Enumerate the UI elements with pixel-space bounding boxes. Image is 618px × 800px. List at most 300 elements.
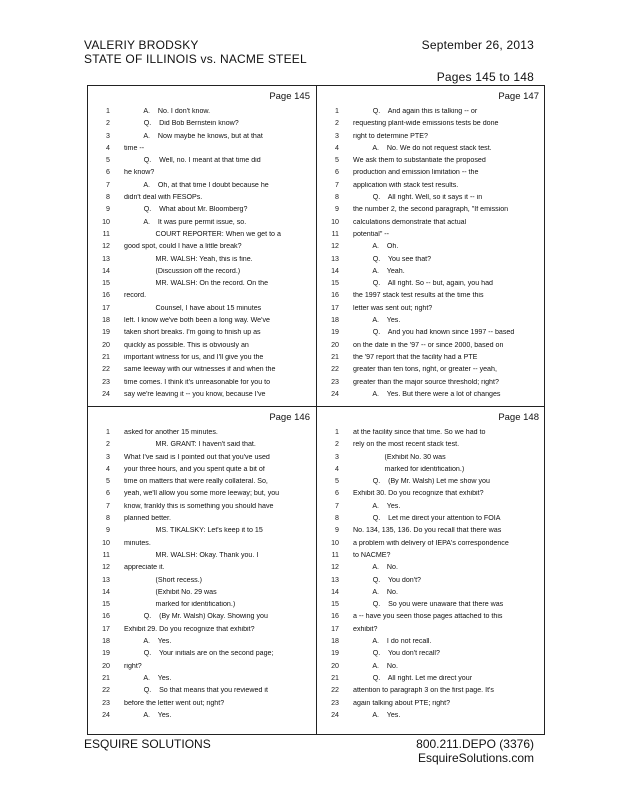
transcript-line: [88, 638, 316, 650]
transcript-line: [317, 243, 545, 255]
line-number: 19: [331, 328, 339, 337]
line-text: appreciate it.: [124, 564, 165, 572]
panel-lines: [88, 108, 316, 403]
transcript-panel-page-146: [88, 407, 316, 727]
line-text: the number 2, the second paragraph, "If emission: [353, 206, 509, 214]
transcript-line: [317, 687, 545, 699]
line-text: Q. Did Bob Bernstein know?: [124, 120, 239, 128]
line-number: 21: [102, 352, 110, 361]
transcript-line: [317, 700, 545, 712]
line-number: 22: [102, 365, 110, 374]
transcript-line: [317, 577, 545, 589]
line-text: Q. What about Mr. Bloomberg?: [124, 206, 248, 214]
line-text: requesting plant-wide emissions tests be done: [353, 120, 499, 128]
transcript-line: [88, 626, 316, 638]
transcript-line: [317, 527, 545, 539]
transcript-line: [88, 169, 316, 181]
transcript-line: [88, 120, 316, 132]
line-text: A. Yes.: [353, 502, 401, 510]
transcript-line: [88, 243, 316, 255]
line-number: 3: [106, 452, 110, 461]
transcript-line: [88, 354, 316, 366]
transcript-line: [88, 663, 316, 675]
line-number: 22: [331, 686, 339, 695]
deposition-date: September 26, 2013: [421, 38, 534, 52]
line-text: MR. WALSH: On the record. On the: [124, 280, 269, 288]
line-number: 11: [331, 550, 339, 559]
transcript-line: [88, 280, 316, 292]
line-number: 6: [335, 168, 339, 177]
transcript-line: [88, 613, 316, 625]
line-text: he know?: [124, 169, 155, 177]
line-number: 8: [335, 514, 339, 523]
line-text: time --: [124, 144, 145, 152]
line-number: 8: [106, 193, 110, 202]
panel-lines: [317, 429, 545, 724]
line-text: Q. All right. Let me direct your: [353, 674, 473, 682]
transcript-line: [317, 379, 545, 391]
line-text: quickly as possible. This is obviously an: [124, 341, 249, 349]
line-text: A. Yes.: [353, 711, 401, 719]
line-text: Q. And again this is talking -- or: [353, 108, 478, 115]
line-number: 4: [335, 464, 339, 473]
transcript-line: [88, 429, 316, 441]
transcript-line: [317, 194, 545, 206]
line-text: didn't deal with FESOPs.: [124, 194, 203, 202]
line-number: 8: [106, 514, 110, 523]
line-number: 4: [106, 143, 110, 152]
line-number: 9: [106, 205, 110, 214]
line-number: 21: [102, 673, 110, 682]
transcript-line: [317, 552, 545, 564]
transcript-panel-page-147: [317, 86, 545, 406]
transcript-line: [88, 527, 316, 539]
line-text: potential" --: [353, 230, 390, 238]
transcript-line: [88, 145, 316, 157]
line-number: 24: [102, 710, 110, 719]
line-number: 9: [106, 526, 110, 535]
line-text: A. I do not recall.: [353, 638, 432, 646]
line-number: 5: [335, 477, 339, 486]
panel-page-number: Page 147: [498, 91, 539, 102]
line-number: 13: [102, 575, 110, 584]
footer-website: EsquireSolutions.com: [417, 751, 534, 765]
transcript-line: [317, 626, 545, 638]
line-text: Q. You don't?: [353, 576, 421, 584]
line-number: 7: [106, 180, 110, 189]
line-text: time comes. I think it's unreasonable for you to: [124, 378, 271, 386]
transcript-line: [88, 206, 316, 218]
line-text: greater than the major source threshold; right?: [353, 378, 499, 386]
line-text: (Discussion off the record.): [124, 267, 241, 275]
line-number: 16: [331, 612, 339, 621]
line-text: A. Oh.: [353, 243, 399, 251]
transcript-line: [317, 712, 545, 724]
transcript-line: [317, 219, 545, 231]
line-text: A. Yes. But there were a lot of changes: [353, 390, 501, 398]
line-number: 4: [335, 143, 339, 152]
line-number: 14: [331, 587, 339, 596]
line-number: 13: [102, 254, 110, 263]
line-number: 23: [102, 377, 110, 386]
line-number: 10: [331, 217, 339, 226]
line-text: Q. So you were unaware that there was: [353, 601, 504, 609]
line-number: 15: [102, 279, 110, 288]
transcript-line: [88, 650, 316, 662]
line-number: 5: [335, 156, 339, 165]
line-number: 19: [102, 649, 110, 658]
line-text: time on matters that were really collateral. So,: [124, 478, 268, 486]
transcript-line: [88, 490, 316, 502]
transcript-line: [317, 663, 545, 675]
transcript-line: [317, 391, 545, 403]
line-text: minutes.: [124, 539, 151, 547]
transcript-line: [88, 552, 316, 564]
line-text: A. Yes.: [353, 317, 401, 325]
line-number: 24: [102, 389, 110, 398]
line-number: 17: [102, 624, 110, 633]
line-number: 18: [102, 637, 110, 646]
line-text: exhibit?: [353, 625, 378, 633]
transcript-line: [317, 120, 545, 132]
transcript-line: [88, 503, 316, 515]
line-number: 6: [335, 489, 339, 498]
transcript-line: [88, 292, 316, 304]
transcript-line: [88, 231, 316, 243]
line-number: 12: [102, 242, 110, 251]
line-text: right?: [124, 662, 142, 670]
line-text: (Exhibit No. 30 was: [353, 453, 446, 461]
line-number: 20: [331, 340, 339, 349]
line-text: A. No.: [353, 662, 398, 670]
transcript-line: [88, 108, 316, 120]
line-text: right to determine PTE?: [353, 132, 428, 140]
line-number: 21: [331, 673, 339, 682]
line-text: Q. All right. So -- but, again, you had: [353, 280, 493, 288]
transcript-line: [88, 256, 316, 268]
line-text: Q. Let me direct your attention to FOIA: [353, 515, 501, 523]
line-number: 18: [331, 637, 339, 646]
line-text: a problem with delivery of IEPA's correspondence: [353, 539, 509, 547]
line-number: 11: [102, 550, 110, 559]
line-number: 9: [335, 205, 339, 214]
transcript-line: [317, 169, 545, 181]
line-text: taken short breaks. I'm going to finish up as: [124, 329, 261, 337]
line-text: know, frankly this is something you should have: [124, 502, 274, 510]
line-text: same leeway with our witnesses if and when the: [124, 366, 276, 374]
transcript-line: [317, 317, 545, 329]
line-number: 21: [331, 352, 339, 361]
line-number: 13: [331, 575, 339, 584]
line-text: before the letter went out; right?: [124, 699, 225, 707]
transcript-line: [88, 466, 316, 478]
line-text: a -- have you seen those pages attached to this: [353, 613, 503, 621]
line-text: application with stack test results.: [353, 181, 459, 189]
line-number: 17: [331, 303, 339, 312]
panel-page-number: Page 148: [498, 412, 539, 423]
panel-page-number: Page 146: [269, 412, 310, 423]
line-text: production and emission limitation -- the: [353, 169, 479, 177]
line-text: left. I know we've both been a long way. We've: [124, 317, 270, 325]
transcript-panel-page-148: [317, 407, 545, 727]
transcript-line: [88, 342, 316, 354]
line-number: 12: [102, 563, 110, 572]
transcript-line: [88, 540, 316, 552]
transcript-line: [317, 292, 545, 304]
transcript-line: [88, 454, 316, 466]
witness-name: VALERIY BRODSKY: [84, 38, 199, 52]
line-number: 18: [102, 316, 110, 325]
line-number: 22: [102, 686, 110, 695]
case-caption: STATE OF ILLINOIS vs. NACME STEEL: [84, 52, 307, 66]
line-text: MR. WALSH: Yeah, this is fine.: [124, 255, 253, 263]
transcript-line: [317, 145, 545, 157]
transcript-line: [317, 466, 545, 478]
transcript-line: [88, 133, 316, 145]
line-text: A. Oh, at that time I doubt because he: [124, 181, 269, 189]
panel-lines: [317, 108, 545, 403]
line-number: 6: [106, 489, 110, 498]
line-number: 14: [102, 266, 110, 275]
transcript-line: [317, 650, 545, 662]
line-text: Exhibit 29. Do you recognize that exhibit?: [124, 625, 255, 633]
line-number: 18: [331, 316, 339, 325]
transcript-line: [317, 601, 545, 613]
line-text: A. Yes.: [124, 638, 172, 646]
line-text: the '97 report that the facility had a PTE: [353, 353, 478, 361]
transcript-line: [317, 280, 545, 292]
transcript-line: [317, 589, 545, 601]
line-text: No. 134, 135, 136. Do you recall that there was: [353, 527, 502, 535]
line-text: again talking about PTE; right?: [353, 699, 451, 707]
panel-page-number: Page 145: [269, 91, 310, 102]
transcript-line: [317, 515, 545, 527]
line-number: 14: [331, 266, 339, 275]
line-number: 3: [335, 131, 339, 140]
line-text: What I've said is I pointed out that you've used: [124, 453, 270, 461]
line-number: 23: [331, 698, 339, 707]
transcript-line: [88, 317, 316, 329]
line-text: say we're leaving it -- you know, because I've: [124, 390, 266, 398]
line-text: (Exhibit No. 29 was: [124, 588, 217, 596]
line-text: to NACME?: [353, 551, 391, 559]
line-text: record.: [124, 292, 147, 300]
line-text: rely on the most recent stack test.: [353, 441, 460, 449]
line-number: 2: [106, 440, 110, 449]
line-number: 17: [331, 624, 339, 633]
line-number: 13: [331, 254, 339, 263]
transcript-line: [88, 564, 316, 576]
transcript-line: [88, 194, 316, 206]
line-text: MR. GRANT: I haven't said that.: [124, 441, 256, 449]
transcript-line: [88, 366, 316, 378]
transcript-line: [317, 564, 545, 576]
transcript-line: [88, 268, 316, 280]
line-text: Q. (By Mr. Walsh) Okay. Showing you: [124, 613, 268, 621]
line-text: greater than ten tons, right, or greater -- yeah,: [353, 366, 497, 374]
line-number: 20: [102, 661, 110, 670]
transcript-line: [317, 206, 545, 218]
line-text: We ask them to substantiate the proposed: [353, 157, 486, 165]
transcript-line: [88, 441, 316, 453]
transcript-grid: [87, 85, 545, 735]
line-number: 15: [331, 279, 339, 288]
line-text: yeah, we'll allow you some more leeway; but, you: [124, 490, 280, 498]
line-number: 1: [106, 107, 110, 115]
line-number: 12: [331, 563, 339, 572]
line-text: A. No.: [353, 564, 398, 572]
transcript-line: [88, 157, 316, 169]
line-text: A. Now maybe he knows, but at that: [124, 132, 263, 140]
transcript-line: [88, 589, 316, 601]
line-number: 1: [106, 428, 110, 436]
line-text: marked for identification.): [124, 601, 236, 609]
line-number: 2: [106, 119, 110, 128]
transcript-line: [88, 577, 316, 589]
line-number: 5: [106, 477, 110, 486]
line-text: marked for identification.): [353, 465, 465, 473]
transcript-line: [88, 478, 316, 490]
transcript-line: [317, 256, 545, 268]
transcript-line: [88, 601, 316, 613]
line-number: 20: [102, 340, 110, 349]
line-number: 17: [102, 303, 110, 312]
transcript-line: [88, 515, 316, 527]
line-text: A. No. We do not request stack test.: [353, 144, 492, 152]
line-text: (Short recess.): [124, 576, 203, 584]
transcript-line: [317, 454, 545, 466]
transcript-line: [88, 391, 316, 403]
transcript-line: [88, 675, 316, 687]
transcript-line: [317, 268, 545, 280]
line-number: 2: [335, 440, 339, 449]
line-number: 24: [331, 389, 339, 398]
transcript-line: [317, 675, 545, 687]
transcript-line: [317, 231, 545, 243]
line-text: attention to paragraph 3 on the first page. It's: [353, 687, 494, 695]
line-text: Q. So that means that you reviewed it: [124, 687, 268, 695]
transcript-line: [317, 108, 545, 120]
line-text: Q. You see that?: [353, 255, 432, 263]
line-number: 19: [331, 649, 339, 658]
line-number: 16: [331, 291, 339, 300]
transcript-line: [317, 441, 545, 453]
line-number: 4: [106, 464, 110, 473]
transcript-line: [317, 490, 545, 502]
transcript-line: [317, 342, 545, 354]
transcript-line: [317, 182, 545, 194]
line-number: 9: [335, 526, 339, 535]
line-text: Q. Well, no. I meant at that time did: [124, 157, 261, 165]
line-text: Q. Your initials are on the second page;: [124, 650, 274, 658]
line-text: MS. TIKALSKY: Let's keep it to 15: [124, 527, 263, 535]
line-text: on the date in the '97 -- or since 2000, based on: [353, 341, 504, 349]
footer-phone: 800.211.DEPO (3376): [416, 737, 534, 751]
transcript-line: [317, 503, 545, 515]
transcript-line: [317, 478, 545, 490]
page-range: Pages 145 to 148: [436, 70, 534, 84]
transcript-line: [317, 638, 545, 650]
line-number: 20: [331, 661, 339, 670]
line-number: 23: [102, 698, 110, 707]
line-number: 3: [106, 131, 110, 140]
line-text: the 1997 stack test results at the time this: [353, 292, 484, 300]
transcript-line: [317, 540, 545, 552]
line-text: important witness for us, and I'll give you the: [124, 353, 264, 361]
line-number: 1: [335, 428, 339, 436]
line-text: A. No. I don't know.: [124, 108, 211, 115]
line-text: A. No.: [353, 588, 398, 596]
transcript-line: [88, 379, 316, 391]
line-number: 7: [335, 180, 339, 189]
line-text: A. It was pure permit issue, so.: [124, 218, 247, 226]
line-text: letter was sent out; right?: [353, 304, 433, 312]
transcript-line: [317, 429, 545, 441]
line-text: Exhibit 30. Do you recognize that exhibit?: [353, 490, 484, 498]
line-text: A. Yes.: [124, 711, 172, 719]
line-text: MR. WALSH: Okay. Thank you. I: [124, 551, 259, 559]
transcript-line: [317, 157, 545, 169]
line-number: 10: [331, 538, 339, 547]
transcript-line: [88, 712, 316, 724]
transcript-line: [88, 687, 316, 699]
line-number: 16: [102, 291, 110, 300]
line-number: 8: [335, 193, 339, 202]
line-number: 10: [102, 217, 110, 226]
transcript-line: [88, 700, 316, 712]
line-text: good spot, could I have a little break?: [124, 243, 242, 251]
line-number: 24: [331, 710, 339, 719]
line-number: 2: [335, 119, 339, 128]
line-number: 15: [331, 600, 339, 609]
transcript-line: [317, 329, 545, 341]
line-number: 3: [335, 452, 339, 461]
line-number: 16: [102, 612, 110, 621]
line-text: planned better.: [124, 515, 171, 523]
line-number: 23: [331, 377, 339, 386]
line-text: Q. You don't recall?: [353, 650, 440, 658]
transcript-line: [317, 133, 545, 145]
line-number: 14: [102, 587, 110, 596]
line-text: A. Yes.: [124, 674, 172, 682]
line-number: 5: [106, 156, 110, 165]
line-number: 10: [102, 538, 110, 547]
line-text: asked for another 15 minutes.: [124, 429, 218, 436]
line-number: 22: [331, 365, 339, 374]
transcript-line: [88, 182, 316, 194]
line-number: 1: [335, 107, 339, 115]
transcript-line: [317, 354, 545, 366]
panel-lines: [88, 429, 316, 724]
transcript-line: [88, 219, 316, 231]
line-number: 6: [106, 168, 110, 177]
line-number: 11: [331, 229, 339, 238]
line-text: A. Yeah.: [353, 267, 405, 275]
transcript-line: [317, 366, 545, 378]
line-text: Q. And you had known since 1997 -- based: [353, 329, 515, 337]
line-text: Counsel, I have about 15 minutes: [124, 304, 262, 312]
transcript-panel-page-145: [88, 86, 316, 406]
line-number: 7: [106, 501, 110, 510]
line-text: COURT REPORTER: When we get to a: [124, 230, 281, 238]
line-number: 11: [102, 229, 110, 238]
line-number: 19: [102, 328, 110, 337]
line-text: Q. All right. Well, so it says it -- in: [353, 194, 483, 202]
line-number: 12: [331, 242, 339, 251]
transcript-line: [317, 613, 545, 625]
line-text: Q. (By Mr. Walsh) Let me show you: [353, 478, 490, 486]
transcript-line: [88, 329, 316, 341]
